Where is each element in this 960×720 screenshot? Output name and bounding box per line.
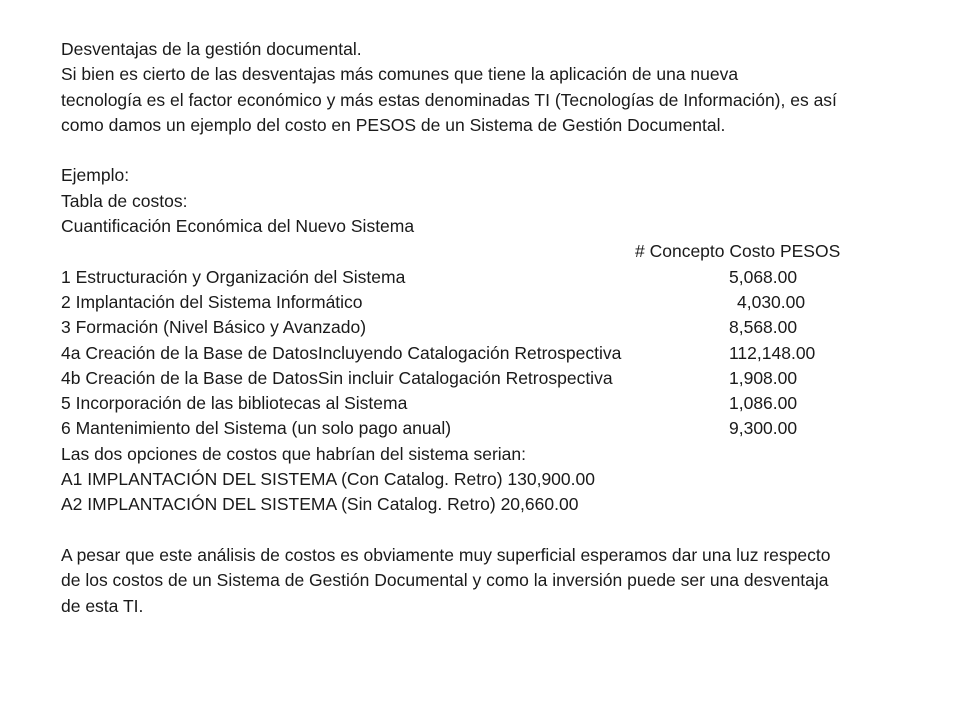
row-concept: 4a Creación de la Base de DatosIncluyendo Catalogación Retrospectiva [61, 342, 622, 363]
table-header: # Concepto Costo PESOS [635, 241, 841, 262]
table-row [61, 391, 911, 416]
conclusion-line-2: de los costos de un Sistema de Gestión Documental y como la inversión puede ser una desventaja [61, 570, 829, 591]
row-cost: 112,148.00 [729, 342, 816, 363]
spacer [61, 518, 911, 543]
row-concept: 6 Mantenimiento del Sistema (un solo pago anual) [61, 418, 452, 439]
table-row [61, 416, 911, 441]
row-concept: 2 Implantación del Sistema Informático [61, 291, 363, 312]
table-row [61, 341, 911, 366]
row-cost: 1,908.00 [729, 367, 798, 388]
conclusion-line-1: A pesar que este análisis de costos es obviamente muy superficial esperamos dar una luz respecto [61, 544, 831, 565]
row-cost: 9,300.00 [729, 418, 798, 439]
row-concept: 1 Estructuración y Organización del Sistema [61, 266, 406, 287]
table-title: Cuantificación Económica del Nuevo Sistema [61, 216, 415, 237]
table-row [61, 315, 911, 340]
spacer [61, 138, 911, 163]
row-cost: 4,030.00 [737, 291, 806, 312]
document-body [61, 37, 911, 619]
section-title: Desventajas de la gestión documental. [61, 39, 362, 59]
example-label: Ejemplo: [61, 165, 130, 186]
intro-line-1: Si bien es cierto de las desventajas más comunes que tiene la aplicación de una nueva [61, 64, 739, 85]
table-row [61, 290, 911, 315]
option-a2: A2 IMPLANTACIÓN DEL SISTEMA (Sin Catalog. Retro) 20,660.00 [61, 494, 579, 515]
intro-line-2: tecnología es el factor económico y más estas denominadas TI (Tecnologías de Información), es así [61, 89, 837, 110]
intro-line-3: como damos un ejemplo del costo en PESOS de un Sistema de Gestión Documental. [61, 114, 726, 135]
option-a1: A1 IMPLANTACIÓN DEL SISTEMA (Con Catalog. Retro) 130,900.00 [61, 469, 595, 490]
table-row [61, 265, 911, 290]
row-cost: 8,568.00 [729, 317, 798, 338]
table-row [61, 366, 911, 391]
row-concept: 4b Creación de la Base de DatosSin incluir Catalogación Retrospectiva [61, 367, 613, 388]
row-cost: 1,086.00 [729, 393, 798, 414]
cost-table [61, 265, 911, 442]
options-intro: Las dos opciones de costos que habrían del sistema serian: [61, 443, 527, 464]
row-cost: 5,068.00 [729, 266, 798, 287]
table-label: Tabla de costos: [61, 190, 188, 211]
row-concept: 5 Incorporación de las bibliotecas al Sistema [61, 393, 408, 414]
row-concept: 3 Formación (Nivel Básico y Avanzado) [61, 317, 367, 338]
conclusion-line-3: de esta TI. [61, 595, 144, 616]
